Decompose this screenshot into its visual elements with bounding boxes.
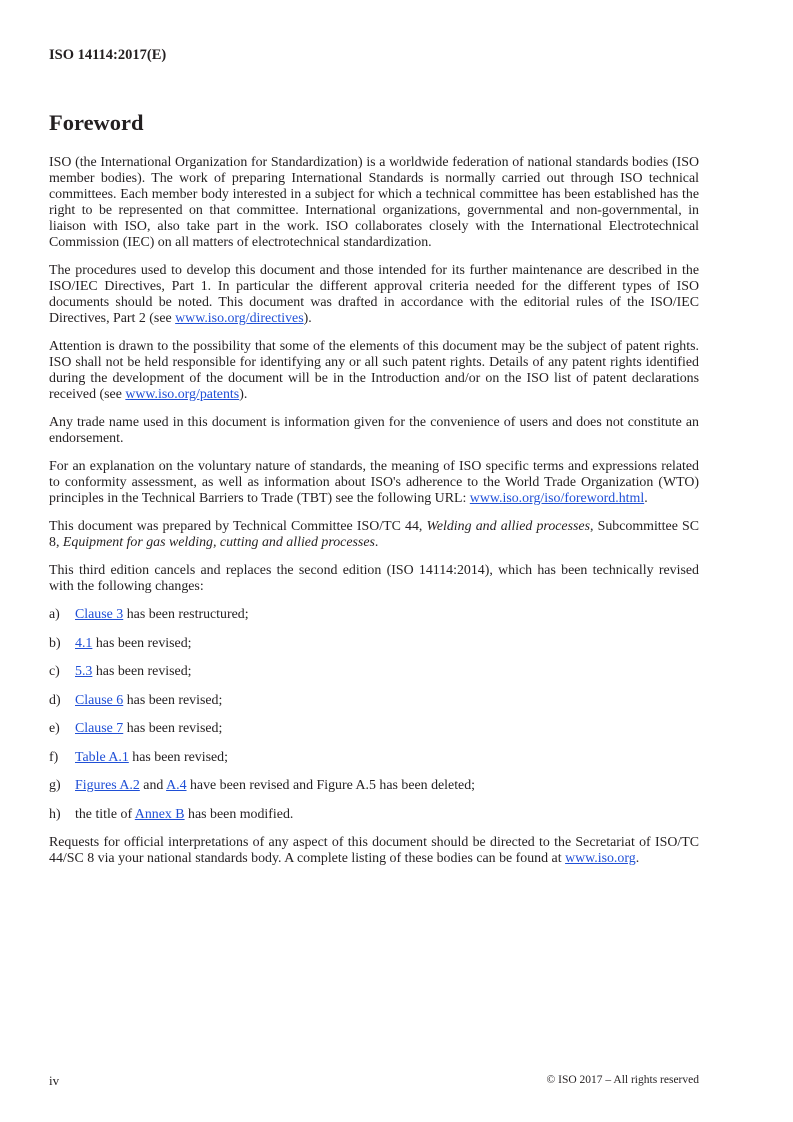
list-text (75, 664, 192, 680)
list-text (75, 721, 222, 737)
text: have been revised and Figure A.5 has been deleted; (186, 778, 476, 793)
text: has been revised; (123, 721, 223, 736)
link[interactable]: Clause 6 (75, 692, 124, 708)
link[interactable]: Annex B (134, 806, 185, 822)
list-item (49, 721, 699, 737)
italic-text: Welding and allied processes (426, 519, 590, 534)
text: This third edition cancels and replaces the second edition (ISO 14114:2014), which has been technically revised with the following changes: (49, 563, 699, 594)
link[interactable]: www.iso.org/iso/foreword.html (469, 491, 645, 506)
paragraph (49, 835, 699, 867)
text: the title of (75, 806, 135, 822)
link[interactable]: www.iso.org/directives (175, 311, 304, 326)
list-item (49, 636, 699, 652)
link[interactable]: 5.3 (75, 664, 93, 679)
text: . (374, 535, 379, 550)
text: Requests for official interpretations of any aspect of this document should be directed to the Secretariat of ISO/TC 44/SC 8 via your national standards body. A complete listing of these bodies can be found at (49, 835, 699, 866)
text: . (644, 491, 648, 506)
paragraph (49, 563, 699, 595)
list-label: c) (49, 664, 60, 679)
paragraph (49, 155, 699, 251)
text: ). (239, 387, 248, 402)
text: ). (303, 311, 312, 326)
page-title: Foreword (49, 110, 144, 135)
changes-list (49, 607, 699, 823)
document-header: ISO 14114:2017(E) (49, 47, 167, 63)
list-label: d) (49, 692, 61, 708)
text: ISO (the International Organization for Standardization) is a worldwide federation of national standards bodies (ISO member bodies). The work of preparing International Standards is normally carried out through ISO technical committees. Each member body interested in a subject for which a technical committee has been established has the right to be represented on that committee. International organizations, governmental and non-governmental, in liaison with ISO, also take part in the work. ISO collaborates closely with the International Electrotechnical Commission (IEC) on all matters of electrotechnical standardization. (49, 155, 699, 250)
list-item (49, 664, 699, 680)
list-label: f) (49, 749, 59, 765)
list-item (49, 750, 699, 766)
paragraph (49, 519, 699, 551)
text: For an explanation on the voluntary nature of standards, the meaning of ISO specific terms and expressions related to conformity assessment, as well as information about ISO's adherence to the World Trade Organization (WTO) principles in the Technical Barriers to Trade (TBT) see the following URL: (49, 459, 699, 506)
text: . (635, 851, 640, 866)
list-text (75, 807, 293, 823)
text: has been revised; (92, 664, 192, 679)
list-item (49, 693, 699, 709)
list-item (49, 607, 699, 623)
copyright: © ISO 2017 – All rights reserved (546, 1074, 699, 1086)
link[interactable]: www.iso.org/patents (125, 387, 240, 402)
paragraph (49, 415, 699, 447)
text: has been restructured; (123, 607, 249, 622)
text: and (139, 778, 167, 793)
list-item (49, 807, 699, 823)
link[interactable]: 4.1 (75, 635, 93, 651)
list-text (75, 636, 192, 652)
paragraph (49, 459, 699, 507)
list-text (75, 778, 475, 794)
list-label: h) (49, 806, 61, 822)
paragraphs-after (49, 835, 699, 867)
text: has been revised; (123, 692, 223, 708)
list-item (49, 778, 699, 794)
link[interactable]: Clause 3 (75, 607, 124, 622)
foreword-body (49, 155, 699, 879)
list-label: b) (49, 635, 61, 651)
link[interactable]: A.4 (166, 778, 187, 793)
link[interactable]: Clause 7 (75, 721, 124, 736)
text: has been revised; (128, 749, 228, 765)
text: has been revised; (92, 635, 192, 651)
text: , Subcommittee SC 8, (49, 519, 699, 550)
list-label: e) (49, 721, 60, 736)
list-text (75, 607, 249, 623)
text: This document was prepared by Technical Committee ISO/TC 44, (49, 519, 427, 534)
list-label: g) (49, 778, 61, 793)
text: Any trade name used in this document is information given for the convenience of users and does not constitute an endorsement. (49, 415, 699, 446)
list-text (75, 750, 228, 766)
text: has been modified. (184, 806, 294, 822)
paragraphs-before (49, 155, 699, 595)
list-label: a) (49, 607, 60, 622)
list-text (75, 693, 222, 709)
text: Attention is drawn to the possibility that some of the elements of this document may be the subject of patent rights. ISO shall not be held responsible for identifying any or all such patent rights. Details of any patent rights identified during the development of the document will be in the Introduction and/or on the ISO list of patent declarations received (see (49, 339, 699, 402)
page-number: iv (49, 1073, 60, 1088)
link[interactable]: www.iso.org (565, 851, 636, 866)
paragraph (49, 263, 699, 327)
italic-text: Equipment for gas welding, cutting and allied processes (62, 535, 375, 550)
link[interactable]: Table A.1 (75, 749, 129, 765)
text: The procedures used to develop this document and those intended for its further maintenance are described in the ISO/IEC Directives, Part 1. In particular the different approval criteria needed for the different types of ISO documents should be noted. This document was drafted in accordance with the editorial rules of the ISO/IEC Directives, Part 2 (see (49, 263, 699, 326)
link[interactable]: Figures A.2 (75, 778, 140, 793)
paragraph (49, 339, 699, 403)
